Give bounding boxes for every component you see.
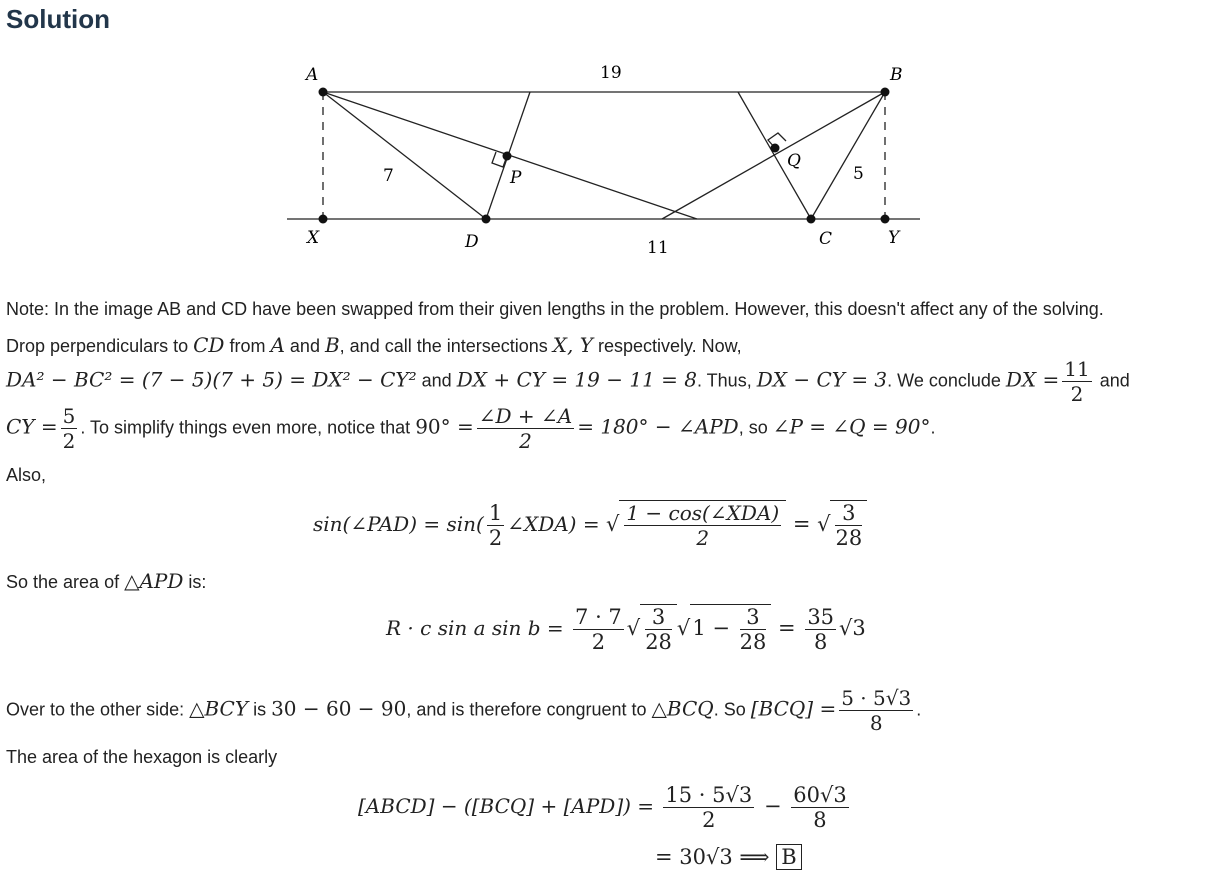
area-intro-line	[6, 570, 206, 593]
denominator: 28	[645, 630, 672, 654]
radicand	[690, 604, 771, 654]
text-span: and	[416, 370, 457, 391]
label-x: X	[307, 228, 320, 248]
math-span: A	[270, 333, 285, 357]
math-span: DX =	[1005, 367, 1060, 392]
other-side-line	[6, 686, 921, 735]
text-span: . So	[713, 699, 751, 720]
math-span: △APD	[124, 569, 184, 593]
text-span: .	[930, 417, 936, 438]
difference-line	[6, 357, 1130, 406]
page-title: Solution	[6, 4, 110, 34]
text-span: from	[224, 336, 271, 356]
label-c: C	[819, 229, 833, 249]
text-span: . Thus,	[697, 370, 757, 391]
label-p: P	[510, 168, 522, 188]
radical-sign: √	[817, 512, 831, 536]
denominator: 8	[813, 808, 827, 832]
text-span: .	[916, 699, 922, 720]
math-span: DX + CY = 19 − 11 = 8	[456, 367, 697, 392]
text-span: , and call the intersections	[339, 336, 553, 356]
point-c	[807, 215, 816, 224]
math-span: DA² − BC² = (7 − 5)(7 + 5) = DX² − CY²	[6, 367, 417, 392]
math-span: △BCY	[189, 696, 249, 721]
math-span: △BCQ	[651, 696, 714, 721]
numerator: 5	[62, 404, 76, 428]
fraction	[740, 605, 767, 654]
also-text: Also,	[6, 465, 47, 485]
math-span: 1 −	[692, 616, 737, 640]
fraction	[477, 404, 574, 453]
math-span: [ABCD] − ([BCQ] + [APD]) =	[358, 794, 661, 818]
point-b	[881, 88, 890, 97]
numerator: 7 · 7	[575, 605, 622, 629]
fraction	[645, 605, 672, 654]
perpendicular-line	[6, 334, 742, 357]
math-span: 90° =	[415, 414, 474, 439]
text-span: and	[284, 336, 325, 356]
radicand	[830, 500, 867, 550]
denominator: 28	[835, 526, 863, 550]
fraction	[805, 605, 836, 654]
numerator: 35	[807, 605, 835, 629]
denominator: 2	[591, 630, 606, 654]
math-span: X, Y	[552, 333, 593, 357]
text-span: is	[248, 699, 272, 720]
label-q: Q	[787, 151, 801, 171]
denominator: 2	[1070, 382, 1084, 406]
text-span: Drop perpendiculars to	[6, 336, 194, 356]
line-bc	[811, 92, 885, 219]
point-y	[881, 215, 890, 224]
note-text: Note: In the image AB and CD have been swapped from their given lengths in the problem. However, this doesn't affect any of the solving.	[6, 299, 1104, 319]
math-span: [BCQ] =	[750, 696, 837, 721]
math-span: CD	[193, 333, 225, 357]
math-span: ∠P = ∠Q = 90°	[772, 414, 931, 439]
radical-sign: √	[605, 512, 620, 536]
line-bq-ext	[662, 92, 885, 219]
math-span: 30 − 60 − 90	[271, 696, 407, 721]
fraction	[791, 783, 848, 832]
radical-sign: √	[626, 616, 641, 640]
text-span: respectively. Now,	[592, 336, 742, 356]
point-d	[482, 215, 491, 224]
text-span: is:	[183, 572, 207, 592]
numerator: 60√3	[793, 783, 847, 807]
fraction	[1062, 357, 1091, 406]
label-b: B	[890, 65, 903, 85]
numerator: 3	[835, 501, 862, 526]
length-bottom: 11	[647, 238, 669, 258]
minus-sign: −	[757, 794, 789, 818]
math-span: sin(∠PAD) = sin(	[313, 512, 484, 536]
equals-sign: =	[771, 616, 803, 640]
fraction	[663, 783, 754, 832]
math-span: R · c sin a sin b =	[386, 616, 571, 640]
fraction	[573, 605, 624, 654]
line-ad	[323, 92, 486, 219]
numerator: 5 · 5√3	[841, 686, 912, 710]
fraction	[835, 501, 862, 550]
angle-line	[6, 404, 936, 453]
numerator: 1 − cos(∠XDA)	[626, 501, 780, 525]
text-span: , so	[738, 417, 773, 438]
sine-equation	[313, 500, 867, 550]
text-span: . We conclude	[887, 370, 1006, 391]
text-span: Over to the other side:	[6, 699, 190, 720]
radicand	[640, 604, 677, 654]
numerator: 3	[645, 605, 672, 630]
fraction	[487, 501, 504, 550]
math-span: ∠XDA) =	[507, 512, 606, 536]
radicand	[619, 500, 786, 550]
math-span: = 180° − ∠APD	[577, 414, 739, 439]
fraction	[839, 686, 913, 735]
text-span: . To simplify things even more, notice that	[80, 417, 416, 438]
numerator: 3	[740, 605, 767, 630]
text-span: So the area of	[6, 572, 125, 592]
numerator: ∠D + ∠A	[478, 404, 573, 428]
math-span: CY =	[6, 414, 58, 439]
denominator: 2	[702, 808, 716, 832]
hexagon-result	[655, 844, 802, 870]
denominator: 28	[739, 630, 767, 654]
fraction	[624, 501, 781, 550]
text-span: and	[1094, 370, 1130, 391]
hexagon-equation	[358, 783, 852, 832]
equals-sign: =	[786, 512, 818, 536]
denominator: 2	[62, 429, 76, 453]
radical-sign: √	[676, 616, 691, 640]
point-a	[319, 88, 328, 97]
geometry-figure	[0, 0, 1211, 270]
hexagon-intro: The area of the hexagon is clearly	[6, 747, 278, 767]
answer-box: B	[776, 844, 801, 870]
denominator: 8	[869, 711, 883, 735]
length-top: 19	[600, 63, 622, 83]
label-a: A	[306, 65, 319, 85]
area-equation	[386, 604, 866, 654]
denominator: 2	[519, 429, 532, 453]
point-x	[319, 215, 328, 224]
label-d: D	[465, 232, 479, 252]
fraction	[61, 404, 78, 453]
denominator: 2	[488, 526, 503, 550]
math-span: = 30√3 ⟹	[655, 845, 777, 869]
label-y: Y	[888, 228, 900, 248]
denominator: 8	[813, 630, 828, 654]
length-left: 7	[383, 166, 394, 186]
numerator: 1	[488, 501, 503, 525]
length-right: 5	[853, 164, 864, 184]
denominator: 2	[696, 526, 710, 550]
point-q	[771, 144, 780, 153]
point-p	[503, 152, 512, 161]
numerator: 15 · 5√3	[665, 783, 753, 807]
numerator: 11	[1064, 357, 1090, 381]
text-span: , and is therefore congruent to	[406, 699, 652, 720]
math-span: DX − CY = 3	[756, 367, 888, 392]
math-span: B	[324, 333, 340, 357]
math-span: √3	[839, 616, 866, 640]
